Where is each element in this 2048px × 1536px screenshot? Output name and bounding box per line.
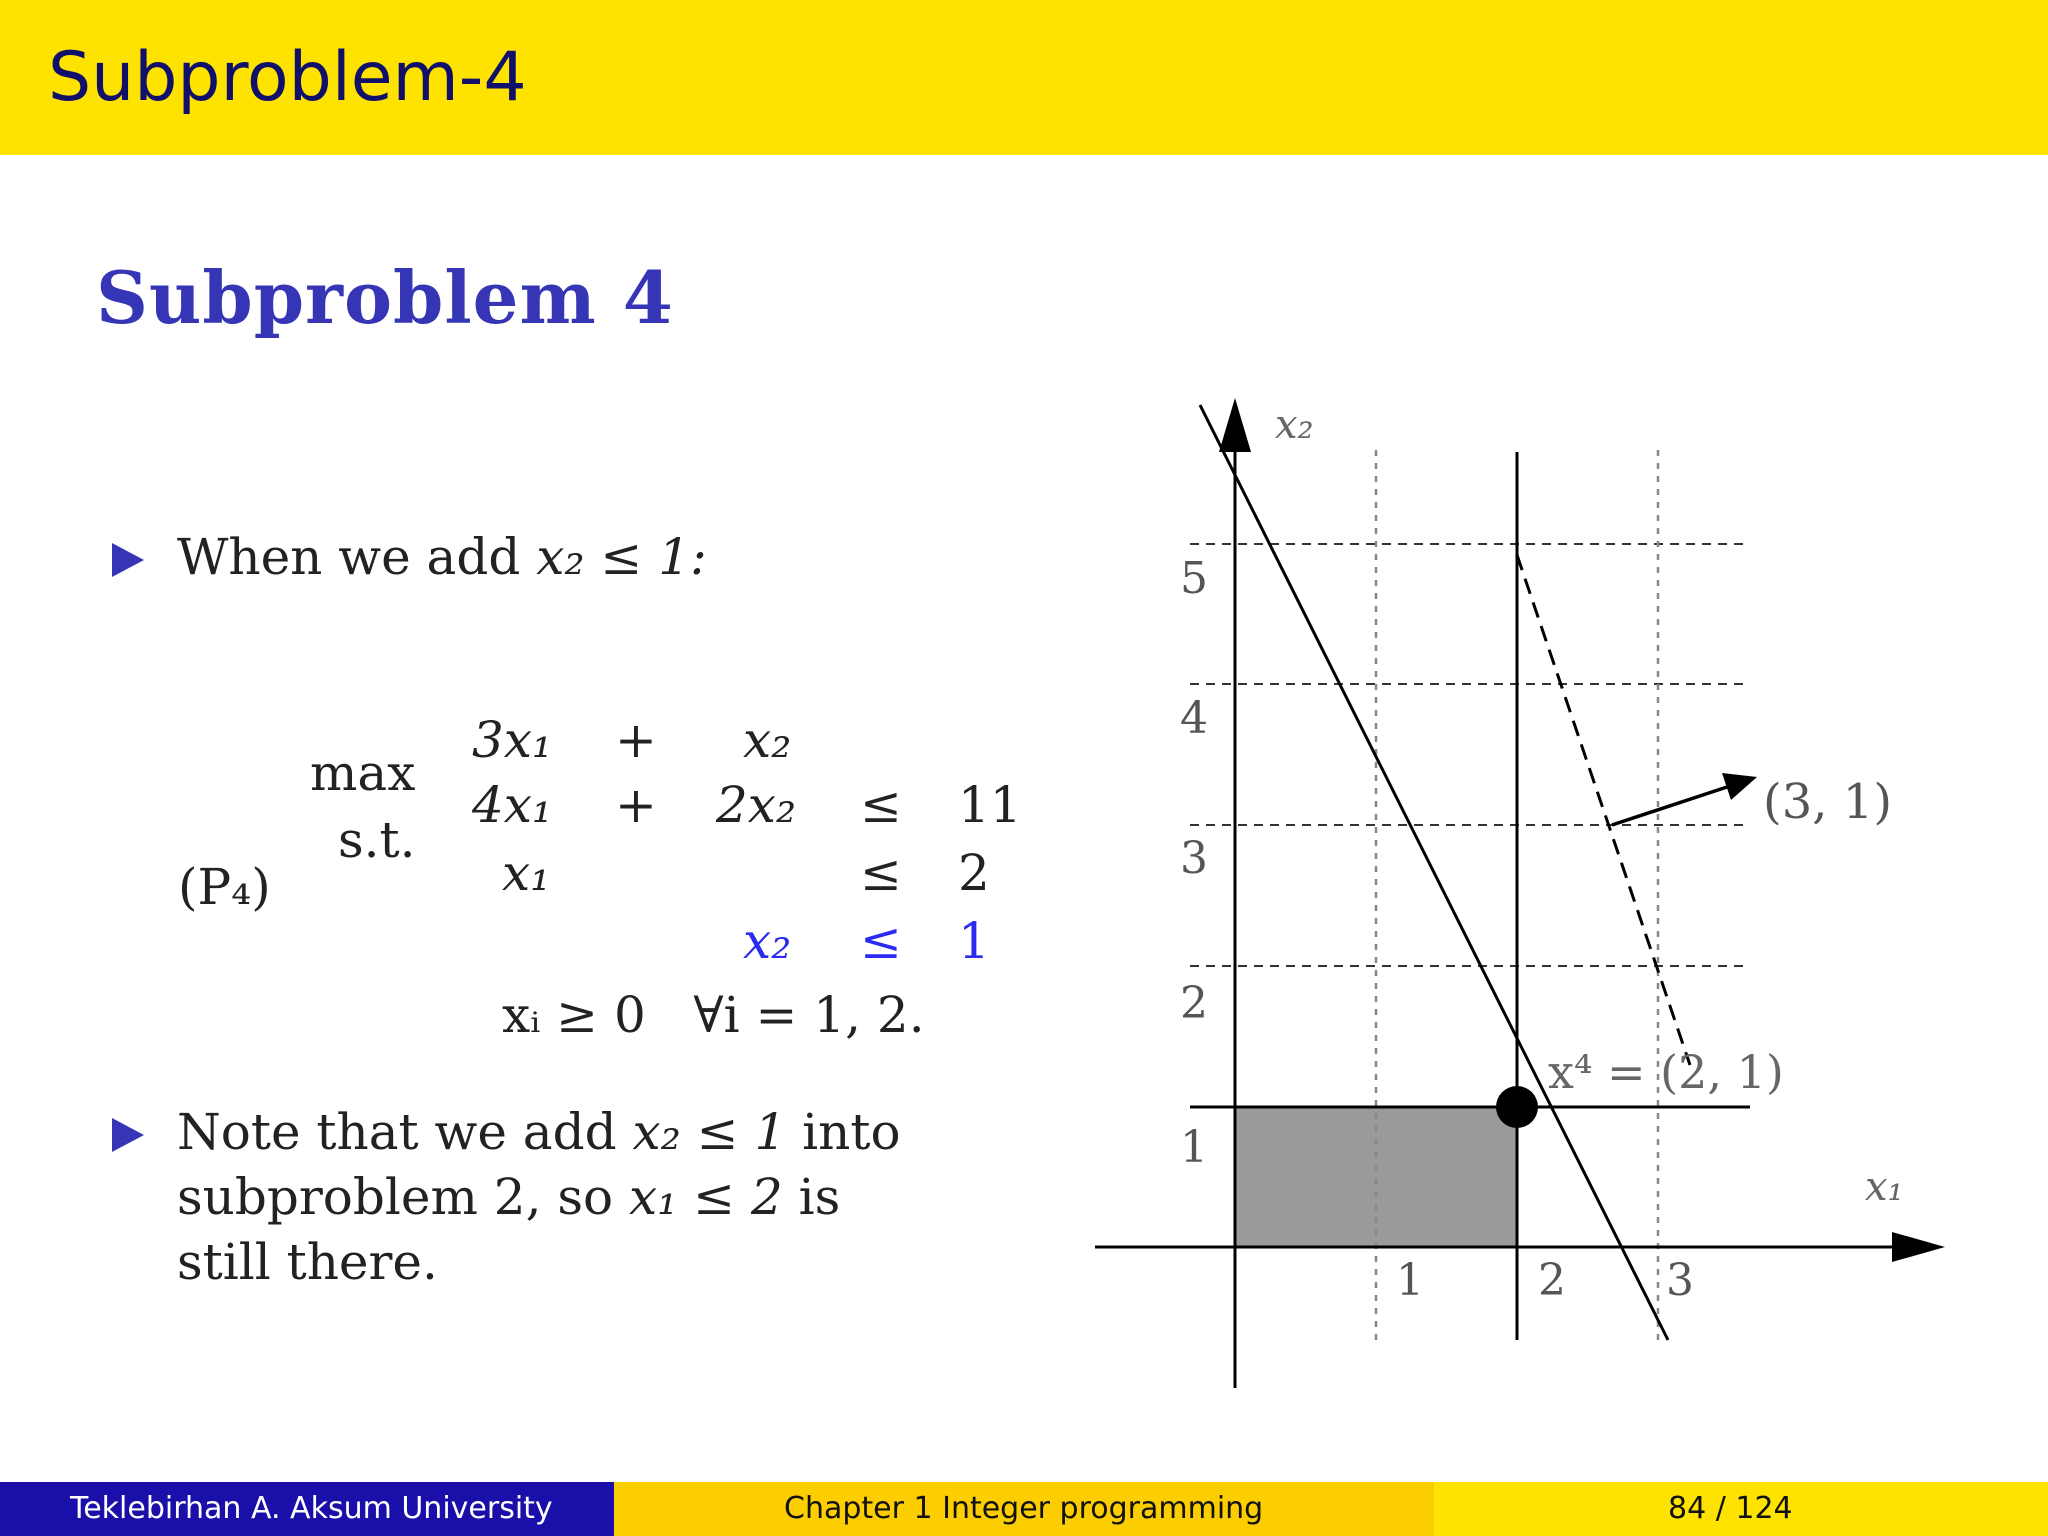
st-label: s.t. [338,811,416,869]
slide-footer [0,1482,2048,1536]
footer-chapter-section [614,1482,1434,1536]
y-tick-1: 1 [1180,1122,1208,1173]
x-tick-1: 1 [1396,1255,1424,1306]
x-axis-arrow-icon [1892,1232,1945,1262]
x-axis-label: x₁ [1865,1164,1904,1210]
bullet-1-math: x₂ ≤ 1: [536,528,707,586]
optimal-point [1496,1086,1538,1128]
nonneg-constraint: xᵢ ≥ 0 ∀i = 1, 2. [502,986,925,1044]
y-tick-2: 2 [1180,978,1208,1029]
footer-chapter: Chapter 1 Integer programming [784,1491,1264,1526]
c1-term-1: 4x₁ [472,776,553,834]
horizontal-gridlines [1190,544,1745,966]
max-label: max [310,744,416,802]
c1-leq: ≤ [860,776,902,834]
gradient-arrow [1612,786,1730,825]
c1-plus: + [615,776,657,834]
bullet-2-line-2: subproblem 2, so x₁ ≤ 2 is [177,1168,841,1226]
c2-leq: ≤ [860,844,902,902]
footer-page-section [1434,1482,2048,1536]
c1-term-2: 2x₂ [716,776,797,834]
gradient-label: (3, 1) [1763,774,1893,830]
obj-term-2: x₂ [743,711,792,769]
y-tick-4: 4 [1180,693,1208,744]
c2-term: x₁ [502,844,551,902]
objective-level-line [1517,555,1690,1065]
c3-leq: ≤ [860,912,902,970]
slide-title: Subproblem-4 [48,38,527,117]
obj-term-1: 3x₁ [472,711,553,769]
optimum-label: x⁴ = (2, 1) [1548,1045,1784,1099]
obj-plus: + [615,711,657,769]
y-axis-arrow-icon [1219,398,1251,452]
y-tick-3: 3 [1180,833,1208,884]
c3-rhs: 1 [958,912,990,970]
footer-page-number: 84 / 124 [1668,1491,1793,1526]
bullet-2-line-1: Note that we add x₂ ≤ 1 into [177,1103,901,1161]
bullet-1-text: When we add [177,528,537,586]
x-tick-3: 3 [1666,1255,1694,1306]
problem-label: (P₄) [178,858,271,916]
y-tick-5: 5 [1180,553,1208,604]
c3-term: x₂ [743,912,792,970]
section-heading: Subproblem 4 [96,255,674,340]
gradient-arrowhead-icon [1722,773,1757,800]
footer-author-section [0,1482,614,1536]
c1-rhs: 11 [958,776,1022,834]
footer-author: Teklebirhan A. Aksum University [70,1491,553,1526]
x-tick-2: 2 [1538,1255,1566,1306]
y-axis-label: x₂ [1275,402,1314,448]
bullet-2-line-3: still there. [177,1233,438,1291]
c2-rhs: 2 [958,844,990,902]
